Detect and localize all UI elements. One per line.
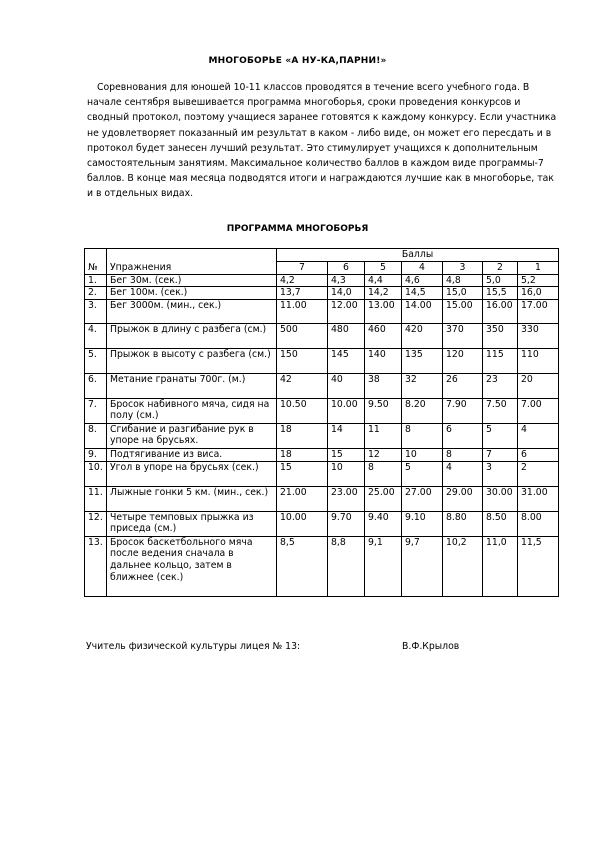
header-exercise: Упражнения bbox=[107, 249, 277, 275]
row-value: 14,2 bbox=[365, 287, 402, 300]
row-value: 9.40 bbox=[365, 511, 402, 536]
table-row bbox=[85, 448, 559, 461]
points-header-cell: 6 bbox=[328, 262, 365, 275]
row-value: 23.00 bbox=[328, 486, 365, 511]
row-number: 7. bbox=[85, 398, 107, 423]
row-number: 12. bbox=[85, 511, 107, 536]
intro-paragraph: Соревнования для юношей 10-11 классов проводятся в течение всего учебного года. В начале сентября вывешивается программа многоборья, сроки проведения конкурсов и сводный протокол, поэтому учащиеся заранее готовятся к каждому конкурсу. Если участника не удовлетворяет показанный им результат в каком - либо виде, он может его пересдать и в протокол будет занесен лучший результат. Это стимулирует учащихся к дополнительным самостоятельным занятиям. Максимальное количество баллов в каждом виде программы-7 баллов. В конце мая месяца подводятся итоги и награждаются лучшие как в многоборье, так и в отдельных видах. bbox=[87, 82, 557, 200]
row-value: 370 bbox=[443, 323, 483, 348]
row-value: 10.00 bbox=[328, 398, 365, 423]
row-value: 10,2 bbox=[443, 536, 483, 596]
row-number: 10. bbox=[85, 461, 107, 486]
row-number: 1. bbox=[85, 274, 107, 287]
row-value: 30.00 bbox=[483, 486, 518, 511]
row-value: 16.00 bbox=[483, 299, 518, 323]
footer bbox=[86, 641, 566, 652]
table-row bbox=[85, 461, 559, 486]
table-row bbox=[85, 299, 559, 323]
row-value: 42 bbox=[277, 373, 328, 398]
program-table bbox=[84, 248, 559, 597]
row-value: 31.00 bbox=[518, 486, 559, 511]
row-value: 13.00 bbox=[365, 299, 402, 323]
row-number: 6. bbox=[85, 373, 107, 398]
row-number: 3. bbox=[85, 299, 107, 323]
row-value: 8.50 bbox=[483, 511, 518, 536]
row-value: 17.00 bbox=[518, 299, 559, 323]
row-value: 25.00 bbox=[365, 486, 402, 511]
row-value: 8 bbox=[402, 423, 443, 448]
row-value: 110 bbox=[518, 348, 559, 373]
table-row bbox=[85, 398, 559, 423]
row-value: 350 bbox=[483, 323, 518, 348]
row-exercise: Подтягивание из виса. bbox=[107, 448, 277, 461]
table-body bbox=[85, 274, 559, 596]
row-value: 8,5 bbox=[277, 536, 328, 596]
row-value: 15,0 bbox=[443, 287, 483, 300]
row-exercise: Метание гранаты 700г. (м.) bbox=[107, 373, 277, 398]
points-header-cell: 4 bbox=[402, 262, 443, 275]
table-row bbox=[85, 373, 559, 398]
row-number: 4. bbox=[85, 323, 107, 348]
row-value: 32 bbox=[402, 373, 443, 398]
points-header-cell: 2 bbox=[483, 262, 518, 275]
row-value: 40 bbox=[328, 373, 365, 398]
row-value: 12.00 bbox=[328, 299, 365, 323]
row-exercise: Бег 100м. (сек.) bbox=[107, 287, 277, 300]
row-exercise: Прыжок в длину с разбега (см.) bbox=[107, 323, 277, 348]
row-number: 5. bbox=[85, 348, 107, 373]
row-exercise: Сгибание и разгибание рук в упоре на брусьях. bbox=[107, 423, 277, 448]
row-value: 10 bbox=[402, 448, 443, 461]
row-value: 4,2 bbox=[277, 274, 328, 287]
row-value: 13,7 bbox=[277, 287, 328, 300]
row-exercise: Лыжные гонки 5 км. (мин., сек.) bbox=[107, 486, 277, 511]
row-value: 21.00 bbox=[277, 486, 328, 511]
program-title: ПРОГРАММА МНОГОБОРЬЯ bbox=[226, 224, 369, 234]
points-header-cell: 3 bbox=[443, 262, 483, 275]
row-value: 38 bbox=[365, 373, 402, 398]
row-exercise: Четыре темповых прыжка из приседа (см.) bbox=[107, 511, 277, 536]
row-value: 15 bbox=[328, 448, 365, 461]
table-row bbox=[85, 511, 559, 536]
row-value: 7 bbox=[483, 448, 518, 461]
row-value: 4,4 bbox=[365, 274, 402, 287]
row-value: 8 bbox=[365, 461, 402, 486]
row-value: 8 bbox=[443, 448, 483, 461]
row-value: 7.90 bbox=[443, 398, 483, 423]
table-row bbox=[85, 323, 559, 348]
header-num: № bbox=[85, 249, 107, 275]
row-value: 460 bbox=[365, 323, 402, 348]
row-value: 10.50 bbox=[277, 398, 328, 423]
table-row bbox=[85, 486, 559, 511]
row-value: 9.50 bbox=[365, 398, 402, 423]
row-value: 8.20 bbox=[402, 398, 443, 423]
table-row bbox=[85, 348, 559, 373]
row-value: 140 bbox=[365, 348, 402, 373]
row-number: 11. bbox=[85, 486, 107, 511]
page-title: МНОГОБОРЬЕ «А НУ-КА,ПАРНИ!» bbox=[208, 56, 387, 66]
row-exercise: Прыжок в высоту с разбега (см.) bbox=[107, 348, 277, 373]
row-value: 4 bbox=[443, 461, 483, 486]
header-points: Баллы bbox=[277, 249, 559, 262]
table-row bbox=[85, 423, 559, 448]
row-value: 18 bbox=[277, 448, 328, 461]
row-number: 13. bbox=[85, 536, 107, 596]
row-value: 8.00 bbox=[518, 511, 559, 536]
row-value: 9.70 bbox=[328, 511, 365, 536]
row-value: 5 bbox=[402, 461, 443, 486]
row-value: 11,5 bbox=[518, 536, 559, 596]
row-value: 11,0 bbox=[483, 536, 518, 596]
row-value: 29.00 bbox=[443, 486, 483, 511]
row-value: 15.00 bbox=[443, 299, 483, 323]
row-value: 6 bbox=[443, 423, 483, 448]
row-value: 120 bbox=[443, 348, 483, 373]
row-value: 10 bbox=[328, 461, 365, 486]
row-value: 5 bbox=[483, 423, 518, 448]
row-value: 20 bbox=[518, 373, 559, 398]
row-value: 7.50 bbox=[483, 398, 518, 423]
row-value: 14,0 bbox=[328, 287, 365, 300]
row-value: 16,0 bbox=[518, 287, 559, 300]
row-value: 14 bbox=[328, 423, 365, 448]
row-number: 2. bbox=[85, 287, 107, 300]
row-value: 150 bbox=[277, 348, 328, 373]
row-value: 3 bbox=[483, 461, 518, 486]
row-value: 15,5 bbox=[483, 287, 518, 300]
row-value: 4,8 bbox=[443, 274, 483, 287]
row-value: 9,7 bbox=[402, 536, 443, 596]
row-value: 12 bbox=[365, 448, 402, 461]
row-value: 8.80 bbox=[443, 511, 483, 536]
table-row bbox=[85, 274, 559, 287]
row-value: 14.00 bbox=[402, 299, 443, 323]
row-value: 5,0 bbox=[483, 274, 518, 287]
row-value: 135 bbox=[402, 348, 443, 373]
row-exercise: Бег 30м. (сек.) bbox=[107, 274, 277, 287]
row-value: 10.00 bbox=[277, 511, 328, 536]
row-value: 2 bbox=[518, 461, 559, 486]
points-header-cell: 7 bbox=[277, 262, 328, 275]
row-value: 18 bbox=[277, 423, 328, 448]
row-value: 23 bbox=[483, 373, 518, 398]
row-value: 420 bbox=[402, 323, 443, 348]
row-value: 7.00 bbox=[518, 398, 559, 423]
row-exercise: Бросок набивного мяча, сидя на полу (см.) bbox=[107, 398, 277, 423]
points-header-cell: 1 bbox=[518, 262, 559, 275]
row-value: 4,6 bbox=[402, 274, 443, 287]
row-value: 480 bbox=[328, 323, 365, 348]
row-value: 330 bbox=[518, 323, 559, 348]
teacher-name: В.Ф.Крылов bbox=[402, 641, 460, 652]
row-value: 115 bbox=[483, 348, 518, 373]
teacher-label: Учитель физической культуры лицея № 13: bbox=[86, 641, 301, 652]
row-value: 27.00 bbox=[402, 486, 443, 511]
row-value: 8,8 bbox=[328, 536, 365, 596]
row-exercise: Бег 3000м. (мин., сек.) bbox=[107, 299, 277, 323]
row-value: 4,3 bbox=[328, 274, 365, 287]
row-exercise: Бросок баскетбольного мяча после ведения сначала в дальнее кольцо, затем в ближнее (сек.) bbox=[107, 536, 277, 596]
row-value: 15 bbox=[277, 461, 328, 486]
row-number: 8. bbox=[85, 423, 107, 448]
row-value: 9.10 bbox=[402, 511, 443, 536]
row-value: 11.00 bbox=[277, 299, 328, 323]
table-row bbox=[85, 287, 559, 300]
row-value: 26 bbox=[443, 373, 483, 398]
row-value: 500 bbox=[277, 323, 328, 348]
row-value: 9,1 bbox=[365, 536, 402, 596]
table-row bbox=[85, 536, 559, 596]
row-value: 6 bbox=[518, 448, 559, 461]
row-value: 14,5 bbox=[402, 287, 443, 300]
row-value: 4 bbox=[518, 423, 559, 448]
row-value: 11 bbox=[365, 423, 402, 448]
points-header-cell: 5 bbox=[365, 262, 402, 275]
row-exercise: Угол в упоре на брусьях (сек.) bbox=[107, 461, 277, 486]
row-number: 9. bbox=[85, 448, 107, 461]
row-value: 145 bbox=[328, 348, 365, 373]
row-value: 5,2 bbox=[518, 274, 559, 287]
